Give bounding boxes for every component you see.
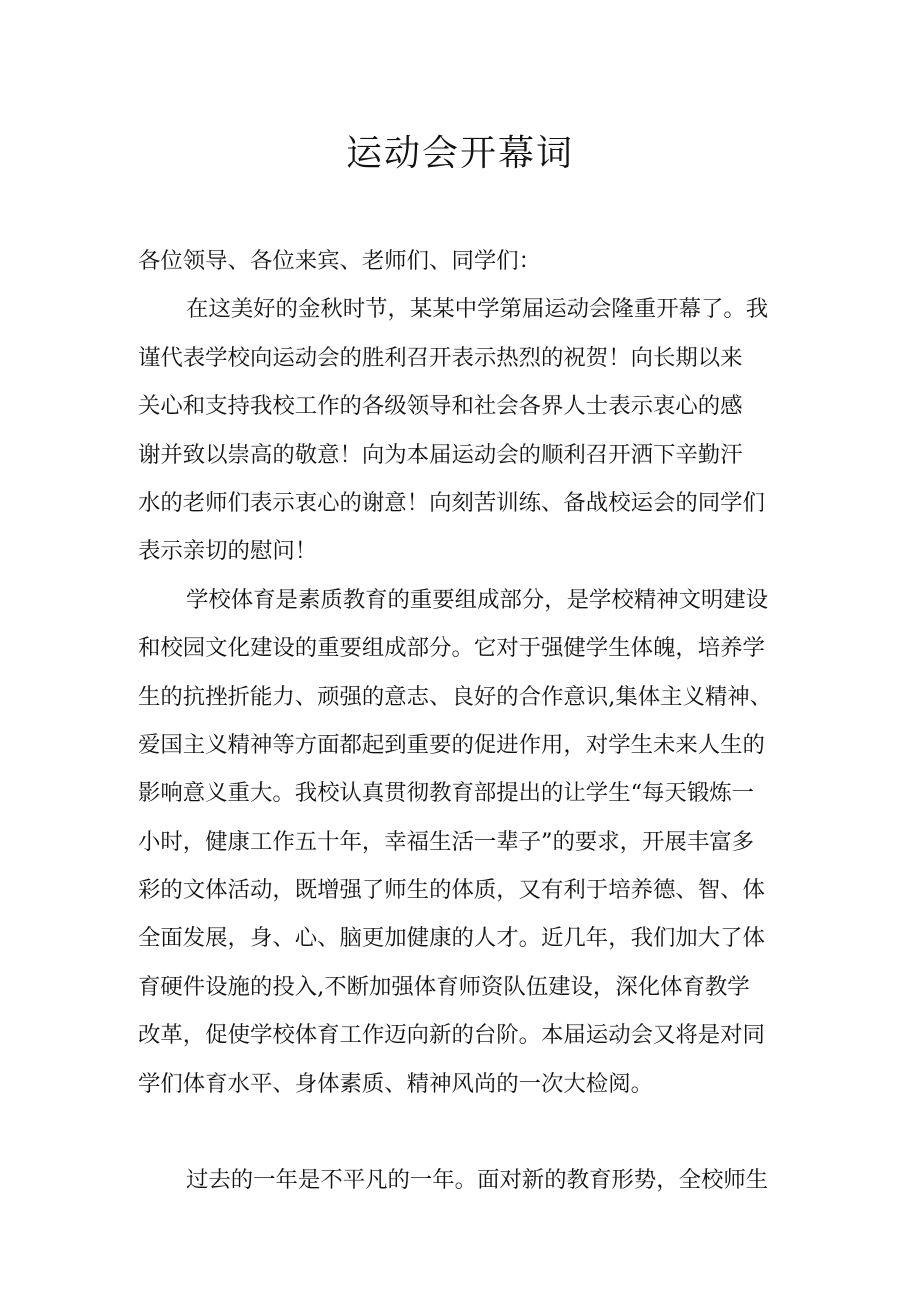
paragraph-line: 学校体育是素质教育的重要组成部分，是学校精神文明建设 xyxy=(186,586,769,613)
paragraph-line: 影响意义重大。我校认真贯彻教育部提出的让学生“每天锻炼一 xyxy=(138,780,754,807)
paragraph-line: 育硬件设施的投入,不断加强体育师资队伍建设，深化体育教学 xyxy=(138,973,750,1000)
paragraph-line: 和校园文化建设的重要组成部分。它对于强健学生体魄，培养学 xyxy=(138,635,765,662)
paragraph-line: 爱国主义精神等方面都起到重要的促进作用，对学生未来人生的 xyxy=(138,731,765,758)
paragraph-line: 在这美好的金秋时节，某某中学第届运动会隆重开幕了。我 xyxy=(186,296,769,323)
paragraph-line: 小时，健康工作五十年，幸福生活一辈子”的要求，开展丰富多 xyxy=(138,828,754,855)
paragraph-line: 表示亲切的慰问！ xyxy=(138,538,318,565)
paragraph-1 xyxy=(138,285,788,575)
page-title: 运动会开幕词 xyxy=(345,133,574,174)
paragraph-spacer xyxy=(138,1108,788,1156)
paragraph-line: 关心和支持我校工作的各级领导和社会各界人士表示衷心的感 xyxy=(138,393,743,420)
paragraph-line: 全面发展，身、心、脑更加健康的人才。近几年，我们加大了体 xyxy=(138,925,765,952)
salutation: 各位领导、各位来宾、老师们、同学们： xyxy=(138,248,542,274)
paragraph-3 xyxy=(138,1156,788,1204)
paragraph-line: 水的老师们表示衷心的谢意！向刻苦训练、备战校运会的同学们 xyxy=(138,489,765,516)
paragraph-line: 谨代表学校向运动会的胜利召开表示热烈的祝贺！向长期以来 xyxy=(138,344,743,371)
document-body xyxy=(138,237,788,1204)
paragraph-line: 彩的文体活动，既增强了师生的体质，又有利于培养德、智、体 xyxy=(138,877,765,904)
paragraph-line: 学们体育水平、身体素质、精神风尚的一次大检阅。 xyxy=(138,1070,653,1097)
paragraph-2 xyxy=(138,576,788,1108)
paragraph-line: 谢并致以崇高的敬意！向为本届运动会的顺利召开洒下辛勤汗 xyxy=(138,441,743,468)
paragraph-line: 改革，促使学校体育工作迈向新的台阶。本届运动会又将是对同 xyxy=(138,1022,765,1049)
paragraph-line: 过去的一年是不平凡的一年。面对新的教育形势，全校师生 xyxy=(186,1167,769,1194)
paragraph-line: 生的抗挫折能力、顽强的意志、良好的合作意识,集体主义精神、 xyxy=(138,683,773,710)
